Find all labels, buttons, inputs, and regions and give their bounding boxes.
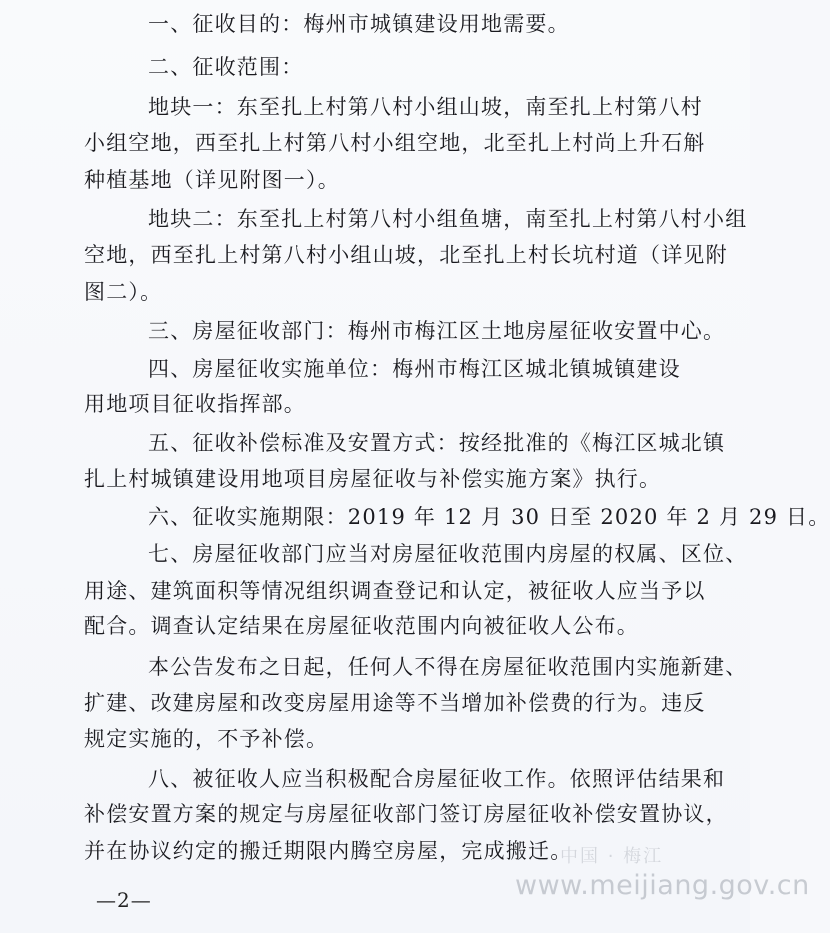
text-line-department: 三、房屋征收部门：梅州市梅江区土地房屋征收安置中心。 — [148, 319, 726, 343]
text-line-plot2-a: 地块二：东至扎上村第八村小组鱼塘，南至扎上村第八村小组 — [148, 207, 748, 231]
page-number: —2— — [96, 888, 152, 912]
text-line-notice-c: 规定实施的，不予补偿。 — [84, 727, 329, 751]
text-line-survey-b: 用途、建筑面积等情况组织调查登记和认定，被征收人应当予以 — [84, 579, 706, 603]
text-line-cooperate-b: 补偿安置方案的规定与房屋征收部门签订房屋征收补偿安置协议， — [84, 802, 728, 826]
text-line-survey-a: 七、房屋征收部门应当对房屋征收范围内房屋的权属、区位、 — [148, 542, 748, 566]
text-line-plot2-b: 空地，西至扎上村第八村小组山坡，北至扎上村长坑村道（详见附 — [84, 243, 728, 267]
text-line-compensation-b: 扎上村城镇建设用地项目房屋征收与补偿实施方案》执行。 — [84, 467, 662, 491]
text-line-period: 六、征收实施期限：2019 年 12 月 30 日至 2020 年 2 月 29 日。 — [148, 505, 830, 529]
text-line-cooperate-a: 八、被征收人应当积极配合房屋征收工作。依照评估结果和 — [148, 767, 726, 791]
text-line-scope-heading: 二、征收范围： — [148, 55, 304, 79]
text-line-purpose: 一、征收目的：梅州市城镇建设用地需要。 — [148, 12, 570, 36]
text-line-compensation-a: 五、征收补偿标准及安置方式：按经批准的《梅江区城北镇 — [148, 431, 726, 455]
text-line-plot2-c: 图二）。 — [84, 280, 163, 304]
text-line-implementer-a: 四、房屋征收实施单位：梅州市梅江区城北镇城镇建设 — [148, 357, 681, 381]
text-line-survey-c: 配合。调查认定结果在房屋征收范围内向被征收人公布。 — [84, 614, 639, 638]
text-line-implementer-b: 用地项目征收指挥部。 — [84, 392, 306, 416]
watermark-url: www.meijiang.gov.cn — [515, 870, 810, 901]
text-line-notice-b: 扩建、改建房屋和改变房屋用途等不当增加补偿费的行为。违反 — [84, 691, 706, 715]
text-line-notice-a: 本公告发布之日起，任何人不得在房屋征收范围内实施新建、 — [148, 655, 748, 679]
text-line-plot1-c: 种植基地（详见附图一）。 — [84, 168, 340, 192]
text-line-plot1-b: 小组空地，西至扎上村第八村小组空地，北至扎上村尚上升石斛 — [84, 131, 706, 155]
text-line-plot1-a: 地块一：东至扎上村第八村小组山坡，南至扎上村第八村 — [148, 95, 703, 119]
text-line-cooperate-c: 并在协议约定的搬迁期限内腾空房屋，完成搬迁。 — [84, 839, 573, 863]
watermark-subtitle: 中国 · 梅江 — [560, 846, 664, 867]
